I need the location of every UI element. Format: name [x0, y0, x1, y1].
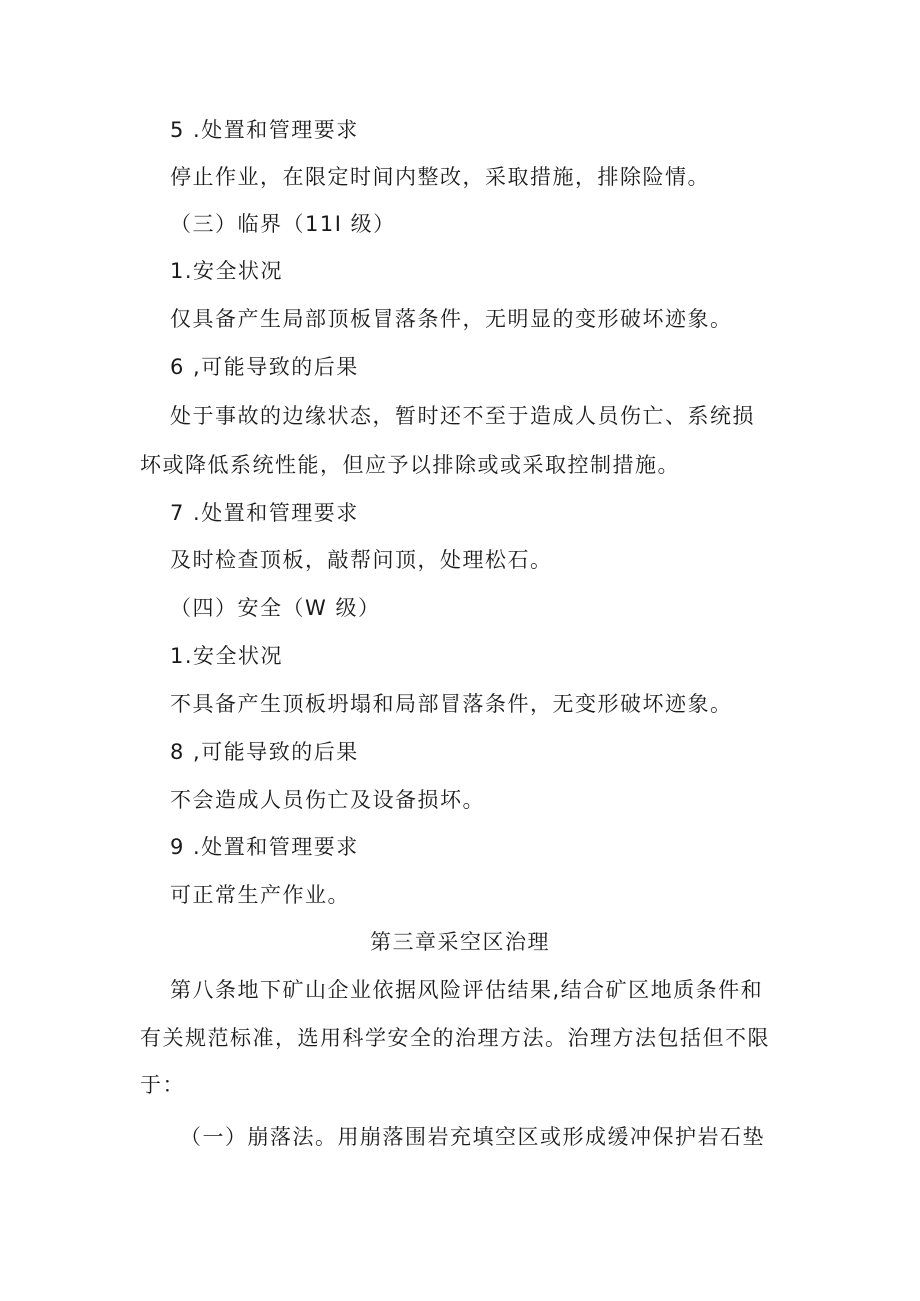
body-text-line: 可正常生产作业。 [170, 883, 350, 907]
body-text-line: 处于事故的边缘状态，暂时还不至于造成人员伤亡、系统损 [170, 404, 755, 428]
article-text-line: 第八条地下矿山企业依据风险评估结果,结合矿区地质条件和 [170, 978, 764, 1002]
body-text-line: 不会造成人员伤亡及设备损坏。 [170, 788, 485, 812]
section-heading-handling-requirements: 7 .处置和管理要求 [170, 501, 359, 525]
body-text-line: 坏或降低系统性能，但应予以排除或或采取控制措施。 [140, 453, 680, 477]
subsection-heading-safe: （四）安全（W 级） [170, 596, 381, 620]
section-heading-safety-status: 1.安全状况 [170, 644, 284, 668]
section-heading-safety-status: 1.安全状况 [170, 259, 284, 283]
chapter-title: 第三章采空区治理 [370, 930, 550, 954]
body-text-line: 停止作业，在限定时间内整改，采取措施，排除险情。 [170, 165, 710, 189]
body-text-line: 及时检查顶板，敲帮问顶，处理松石。 [170, 548, 553, 572]
section-heading-handling-requirements: 5 .处置和管理要求 [170, 118, 359, 142]
section-heading-possible-consequences: 8 ,可能导致的后果 [170, 740, 359, 764]
section-heading-handling-requirements: 9 .处置和管理要求 [170, 835, 359, 859]
subsection-heading-critical: （三）临界（11I 级） [170, 212, 396, 236]
article-text-line: 于： [140, 1073, 185, 1097]
section-heading-possible-consequences: 6 ,可能导致的后果 [170, 355, 359, 379]
article-text-line: 有关规范标准，选用科学安全的治理方法。治理方法包括但不限 [140, 1026, 770, 1050]
body-text-line: 仅具备产生局部顶板冒落条件，无明显的变形破坏迹象。 [170, 307, 733, 331]
list-item-text-line: （一）崩落法。用崩落围岩充填空区或形成缓冲保护岩石垫 [180, 1125, 765, 1149]
body-text-line: 不具备产生顶板坍塌和局部冒落条件，无变形破坏迹象。 [170, 692, 733, 716]
